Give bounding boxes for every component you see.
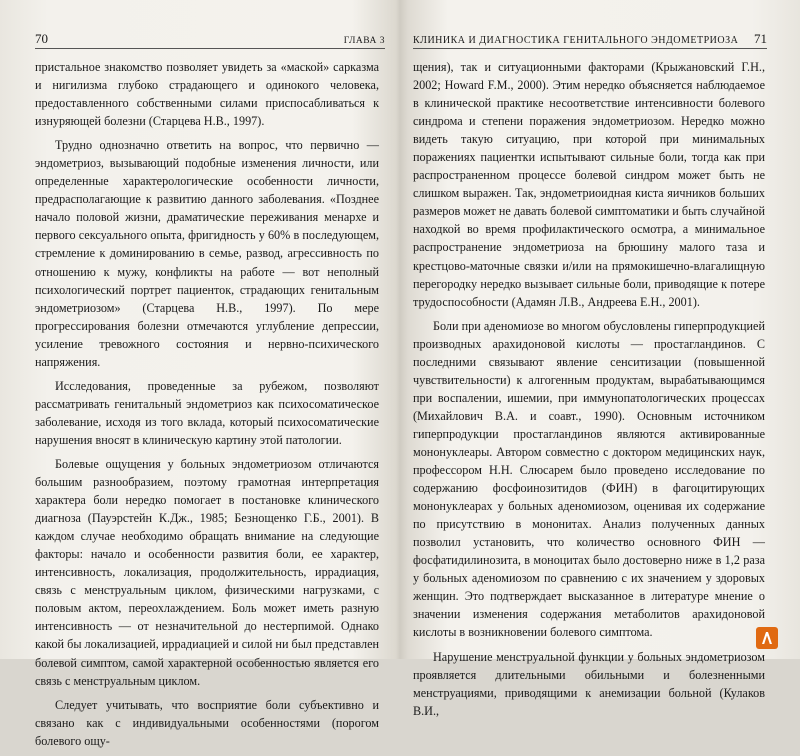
right-page bbox=[403, 0, 800, 718]
right-running-header bbox=[413, 32, 767, 49]
left-running-header bbox=[35, 32, 385, 49]
left-page-body bbox=[35, 58, 379, 756]
right-page-number: 71 bbox=[754, 31, 767, 46]
right-page-body bbox=[413, 58, 765, 726]
paragraph: Трудно однозначно ответить на вопрос, что первично — эндометриоз, вызывающий подобные изменения личности, или определенные характерологические особенности личности, предрасполагающие к развитию данного заболевания. «Позднее начало половой жизни, драматические переживания менархе и первого сексуального опыта, фригидность у 60% в последующем, стремление к доминированию в семье, развод, агрессивность по отношению к мужу, конфликты на работе — вот неполный психологический портрет пациенток, страдающих генитальным эндометриозом» (Старцева Н.В., 1997). По мере прогрессирования болезни отмечаются углубление депрессии, усиление тревожного состояния и нервно-психического напряжения. bbox=[35, 138, 379, 369]
publisher-logo-icon bbox=[756, 627, 778, 649]
paragraph: пристальное знакомство позволяет увидеть за «маской» сарказма и нигилизма глубоко страдающего и одинокого человека, предоставленного собственными силами приспосабливаться к изнуряющей болезни (Старцева Н.В., 1997). bbox=[35, 60, 379, 129]
paragraph: щения), так и ситуационными факторами (Крыжановский Г.Н., 2002; Howard F.M., 2000). Этим нередко объясняется наблюдаемое в клинической практике несоответствие интенсивности болевого синдрома и степени поражения эндометриозом. Нередко можно видеть такую ситуацию, при которой при минимальных поражениях пациентки испытывают сильные боли, тогда как при распространенном процессе болевой синдром может быть не слишком выражен. Так, эндометриоидная киста яичников больших размеров может не давать болевой симптоматики и быть случайной находкой во время профилактического осмотра, а минимальное распространение эндометриоза на брюшину малого таза и крестцово-маточные связки и/или на прямокишечно-влагалищную перегородку нередко вызывает сильные боли, приводящие к потере трудоспособности (Адамян Л.В., Андреева Е.Н., 2001). bbox=[413, 60, 765, 309]
paragraph: Болевые ощущения у больных эндометриозом отличаются большим разнообразием, поэтому грамотная интерпретация характера боли нередко помогает в постановке клинического диагноза (Пауэрстейн К.Дж., 1985; Безнощенко Г.Б., 2001). В каждом случае необходимо обращать внимание на следующие факторы: начало и особенности развития боли, ее характер, интенсивность, локализация, продолжительность, иррадиация, связь с менструальным циклом, физическими нагрузками, с половым актом, переохлаждением. Боль может иметь разную интенсивность — от незначительной до нестерпимой. Однако какой бы локализацией, иррадиацией и силой ни был представлен болевой симптом, самой характерной особенностью является его связь с менструальным циклом. bbox=[35, 456, 379, 688]
section-title: КЛИНИКА И ДИАГНОСТИКА ГЕНИТАЛЬНОГО ЭНДОМЕТРИОЗА bbox=[413, 35, 739, 46]
left-page bbox=[0, 0, 397, 748]
paragraph: Следует учитывать, что восприятие боли субъективно и связано как с индивидуальными особенностями (порогом болевого ощу- bbox=[35, 697, 379, 748]
logo-glyph bbox=[759, 630, 775, 646]
chapter-label: ГЛАВА 3 bbox=[343, 36, 385, 46]
paragraph: Исследования, проведенные за рубежом, позволяют рассматривать генитальный эндометриоз как психосоматическое заболевание, исходя из того вклада, который психосоматические нарушения вносят в клиническую картину этой патологии. bbox=[35, 378, 379, 447]
paragraph: Нарушение менструальной функции у больных эндометриозом проявляется длительными обильными и болезненными менструациями, приводящими к анемизации больной (Кулаков В.И., bbox=[413, 649, 765, 718]
left-page-number: 70 bbox=[35, 31, 48, 46]
paragraph: Боли при аденомиозе во многом обусловлены гиперпродукцией производных арахидоновой кислоты — простагландинов. С последними связывают явление сенситизации (повышенной чувствительности) к алгогенным продуктам, вырабатывающимся при воспалении, ишемии, при иммунопатологических процессах (Михайлович В.А. и соавт., 1990). Основным источником гиперпродукции простагландинов являются активированные мононуклеары. Автором совместно с доктором медицинских наук, профессором Н.Н. Слюсарем было проведено исследование по содержанию фосфоинозитидов (ФИН) в фагоцитирующих мононуклеарах у больных аденомиозом, оценивая их содержание по присутствию в мононитах. Анализ полученных данных позволил установить, что количество основного ФИН — фосфатидилинозита, в моноцитах было достоверно ниже в 1,2 раза у больных аденомиозом по сравнению с их значением у здоровых женщин. Это подтверждает высказанное в литературе мнение о значении изменения содержания метаболитов арахидоновой кислоты в возникновении болевого симптома. bbox=[413, 318, 765, 640]
